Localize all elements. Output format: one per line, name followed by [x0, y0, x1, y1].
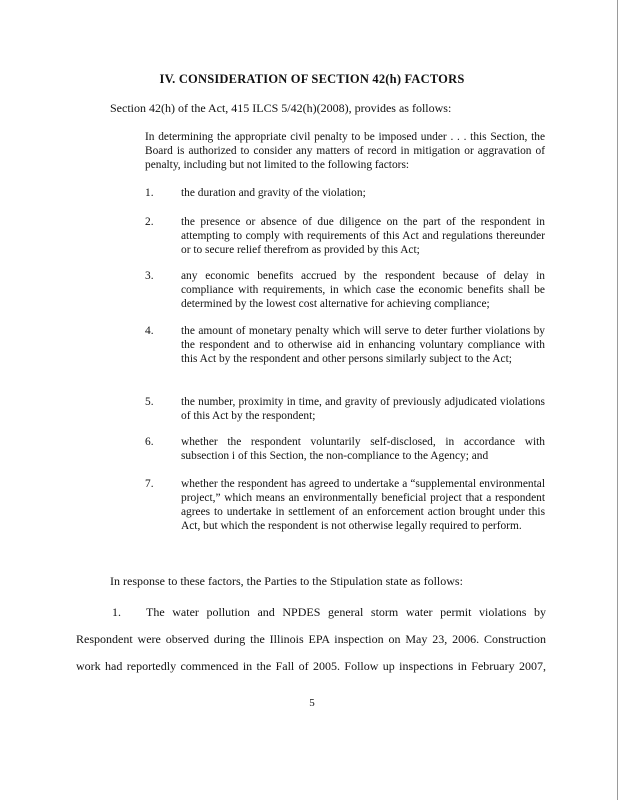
- factor-text: any economic benefits accrued by the respondent because of delay in compliance with requirements, in which case the economic benefits shall be determined by the lowest cost alternative for achieving compliance;: [181, 270, 545, 310]
- paragraph-number: 1.: [112, 605, 121, 619]
- factor-number: 4.: [145, 325, 154, 337]
- factor-number: 1.: [145, 187, 154, 199]
- factor-text: the amount of monetary penalty which will serve to deter further violations by the respondent and to otherwise aid in enhancing voluntary compliance with this Act by the respondent and other persons similarly subject to the Act;: [181, 325, 545, 365]
- section-heading: IV. CONSIDERATION OF SECTION 42(h) FACTORS: [159, 72, 465, 86]
- factor-text: the duration and gravity of the violation;: [181, 187, 366, 199]
- factor-number: 6.: [145, 436, 154, 448]
- factor-number: 7.: [145, 478, 154, 490]
- page-number: 5: [309, 697, 315, 709]
- factor-text: the presence or absence of due diligence on the part of the respondent in attempting to comply with requirements of this Act and regulations thereunder or to secure relief therefrom as provided by this Act;: [181, 216, 545, 256]
- factor-text: whether the respondent has agreed to undertake a “supplemental environmental project,” which means an environmentally beneficial project that a respondent agrees to undertake in settlement of an enforcement action brought under this Act, but which the respondent is not otherwise legally required to perform.: [181, 478, 545, 532]
- statute-quote: In determining the appropriate civil penalty to be imposed under . . . this Section, the Board is authorized to consider any matters of record in mitigation or aggravation of penalty, including but not limited to the following factors:: [145, 131, 545, 171]
- section-intro: Section 42(h) of the Act, 415 ILCS 5/42(h)(2008), provides as follows:: [110, 101, 452, 115]
- response-intro: In response to these factors, the Parties to the Stipulation state as follows:: [110, 574, 463, 588]
- paragraph-line: work had reportedly commenced in the Fall of 2005. Follow up inspections in February 2007,: [76, 659, 546, 673]
- factor-text: whether the respondent voluntarily self-disclosed, in accordance with subsection i of this Section, the non-compliance to the Agency; and: [181, 436, 545, 462]
- page-edge-line: [617, 0, 618, 800]
- paragraph-line: The water pollution and NPDES general storm water permit violations by: [146, 605, 546, 619]
- factor-number: 5.: [145, 396, 154, 408]
- factor-text: the number, proximity in time, and gravity of previously adjudicated violations of this Act by the respondent;: [181, 396, 545, 422]
- factor-number: 2.: [145, 216, 154, 228]
- factor-number: 3.: [145, 270, 154, 282]
- paragraph-line: Respondent were observed during the Illinois EPA inspection on May 23, 2006. Construction: [76, 632, 546, 646]
